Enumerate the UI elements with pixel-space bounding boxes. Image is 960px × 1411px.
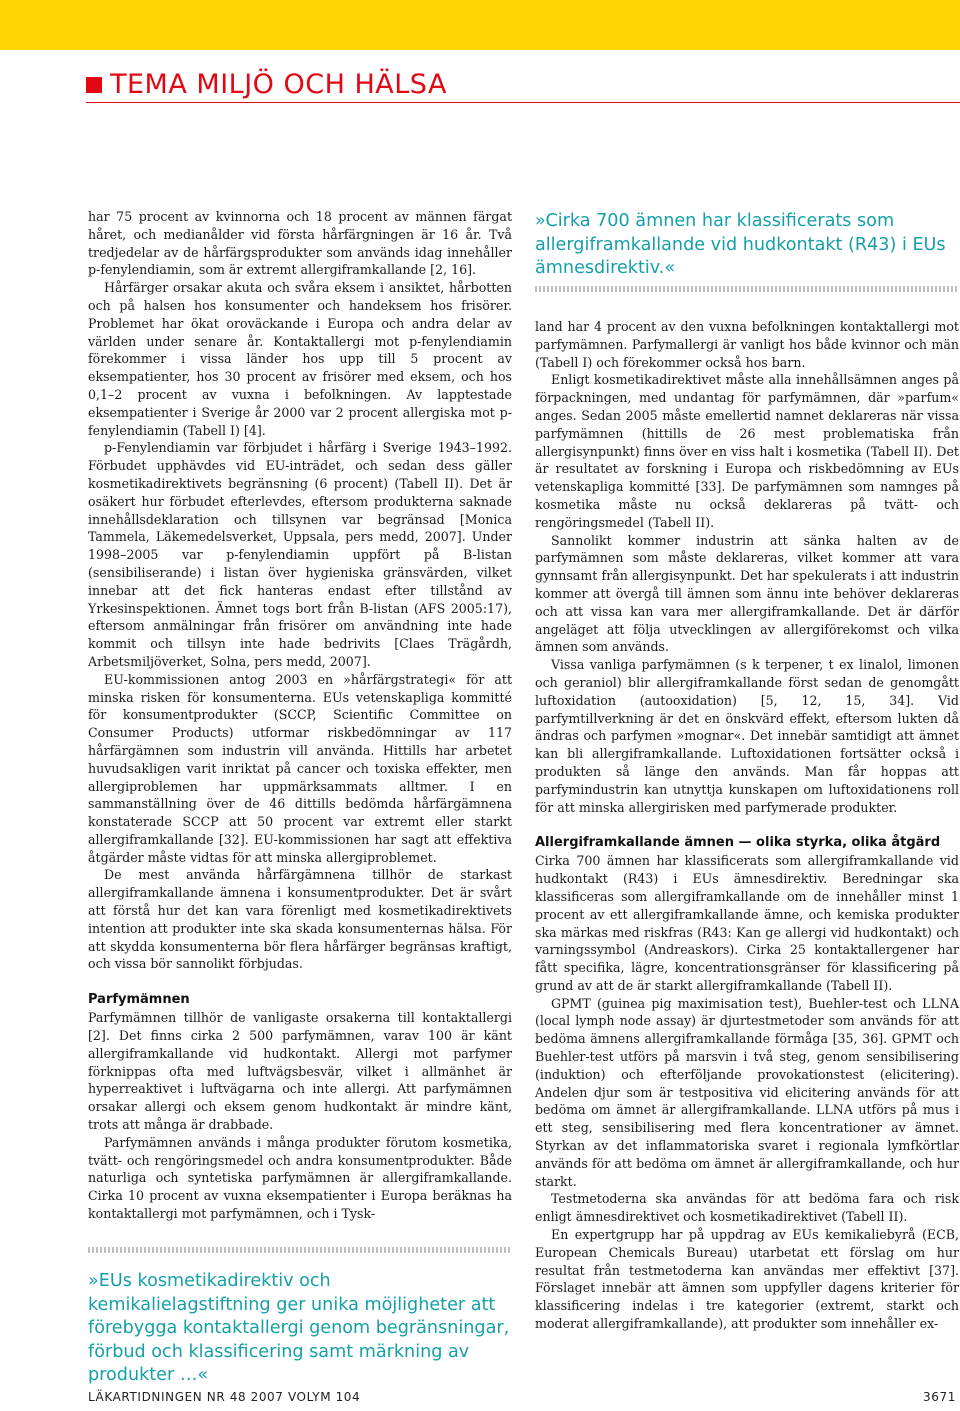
paragraph: Vissa vanliga parfymämnen (s k terpener, t ex linalol, limonen och geraniol) blir allergiframkallande först sedan de genomgått luftoxidation (autooxidation) [5, 12, 15, 34]. Vid parfymtillverkning är det en önskvärd effekt, eftersom lukten då ändras och parfymen »mognar«. Det innebär samtidigt att ämnet kan bli allergiframkallande. Luftoxidationen fortsätter också i produkten så länge den används. Man får hoppas att parfymindustrin kan utnyttja kunskapen om luftoxidationens roll för att minska allergirisken med parfymerade produkter. [535,657,959,815]
section-marker-square [86,77,102,93]
paragraph: Parfymämnen tillhör de vanligaste orsakerna till kontaktallergi [2]. Det finns cirka 2 500 parfymämnen, varav 100 är känt allergiframkallande vid hudkontakt. Allergi mot parfymer förknippas ofta med luftvägsbesvär, vilket i allmänhet är hyperreaktivet i luftvägarna och inte allergi. Att parfymämnen orsakar allergi och eksem genom hudkontakt är mindre känt, trots att många är drabbade. [88,1010,512,1133]
top-color-bar [0,0,960,50]
subheading-allergiframkallande: Allergiframkallande ämnen — olika styrka, olika åtgärd [535,835,941,851]
paragraph: p-Fenylendiamin var förbjudet i hårfärg i Sverige 1943–1992. Förbudet upphävdes vid EU-inträdet, och sedan dess gäller kosmetikadirektivets begränsning (6 procent) (Tabell II). Det är osäkert hur förbudet efterlevdes, eftersom produkterna saknade innehållsdeklaration och tillsynen var begränsad [Monica Tammela, Läkemedelsverket, Uppsala, pers medd, 2007]. Under 1998–2005 var p-fenylendiamin uppfört på B-listan (sensibiliserande) i listan över hygieniska gränsvärden, vilket innebar att det fick hanteras endast efter tillstånd av Yrkesinspektionen. Ämnet togs bort från B-listan (AFS 2005:17), eftersom anmälningar från frisörer om användning inte hade kommit och tillsyn inte hade bedrivits [Claes Trägårdh, Arbetsmiljöverket, Solna, pers medd, 2007]. [88,440,512,669]
paragraph: Parfymämnen används i många produkter förutom kosmetika, tvätt- och rengöringsmedel och andra konsumentprodukter. Både naturliga och syntetiska parfymämnen är allergiframkallande. Cirka 10 procent av vuxna eksempatienter i Europa beräknas ha kontaktallergi mot parfymämnen, och i Tysk- [88,1134,512,1222]
pull-quote-top: »Cirka 700 ämnen har klassificerats som allergiframkallande vid hudkontakt (R43) i EUs ämnesdirektiv.« [535,211,946,279]
section-title: TEMA MILJÖ OCH HÄLSA [110,69,447,100]
page-number: 3671 [923,1390,956,1404]
header-rule [86,102,960,103]
paragraph: De mest använda hårfärgämnena tillhör de starkast allergiframkallande ämnena i konsumentprodukter. Det är svårt att förstå hur det kan vara förenligt med kosmetikadirektivets intention att produkter inte ska skada konsumenternas hälsa. För att skydda konsumenterna bör flera hårfärger begränsas kraftigt, och vissa bör sannolikt förbjudas. [88,867,512,972]
paragraph: Sannolikt kommer industrin att sänka halten av de parfymämnen som måste deklareras, vilket kommer att vara gynnsamt från allergisynpunkt. Det har spekulerats i att industrin kommer att övergå till ämnen som ännu inte behöver deklareras och att vissa kan vara mer allergiframkallande. Det är därför angeläget att följa utvecklingen av allergiförekomst och vilka ämnen som används. [535,532,959,655]
paragraph: land har 4 procent av den vuxna befolkningen kontaktallergi mot parfymämnen. Parfymallergi är vanligt hos både kvinnor och män (Tabell I) och förekommer också hos barn. [535,319,959,370]
pull-quote-bottom: »EUs kosmetikadirektiv och kemikalielagstiftning ger unika möjligheter att förebygga kontaktallergi genom begränsningar, förbud och klassificering samt märkning av produkter …« [88,1271,510,1386]
quote-divider [88,1247,512,1253]
quote-divider [535,286,959,292]
paragraph: Cirka 700 ämnen har klassificerats som allergiframkallande vid hudkontakt (R43) i EUs ämnesdirektiv. Beredningar ska klassificeras som allergiframkallande om de innehåller minst 1 procent av ett allergiframkallande ämne, och kemiska produkter ska märkas med riskfras (R43: Kan ge allergi vid hudkontakt) och varningssymbol (Andreaskors). Cirka 25 kontaktallergener har fått specifika, lägre, koncentrationsgränser för klassificering på grund av att de är starkt allergiframkallande (Tabell II). [535,853,959,993]
paragraph: GPMT (guinea pig maximisation test), Buehler-test och LLNA (local lymph node assay) är djurtestmetoder som används för att bedöma ämnens allergiframkallande förmåga [35, 36]. GPMT och Buehler-test utförs på marsvin i två steg, genom sensibilisering (induktion) och efterföljande provokationstest (elicitering). Andelen djur som är testpositiva vid elicitering används för att bedöma om ämnet är allergiframkallande. LLNA utförs på mus i ett steg, sensibilisering med flera koncentrationer av ämnet. Styrkan av det inflammatoriska svaret i regionala lymfkörtlar används för att bedöma om ämnet är allergiframkallande, och hur starkt. [535,995,959,1189]
paragraph: Hårfärger orsakar akuta och svåra eksem i ansiktet, hårbotten och på halsen hos konsumenter och handeksem hos frisörer. Problemet har ökat oroväckande i Europa och andra delar av världen under senare år. Kontaktallergi mot p-fenylendiamin förekommer i vissa länder hos upp till 5 procent av eksempatienter, hos 30 procent av frisörer med eksem, och hos 0,1–2 procent av vuxna i befolkningen. Av lapptestade eksempatienter i Sverige år 2000 var 2 procent allergiska mot p-fenylendiamin (Tabell I) [4]. [88,280,512,438]
subheading-parfymamnen: Parfymämnen [88,992,190,1008]
section-header [86,68,447,102]
paragraph: Testmetoderna ska användas för att bedöma fara och risk enligt ämnesdirektivet och kosmetikadirektivet (Tabell II). [535,1191,959,1225]
paragraph: har 75 procent av kvinnorna och 18 procent av männen färgat håret, och medianålder vid första hårfärgningen är 16 år. Två tredjedelar av de hårfärgsprodukter som används idag innehåller p-fenylendiamin, som är extremt allergiframkallande [2, 16]. [88,209,512,278]
left-column [88,208,512,1223]
right-column [535,318,959,1333]
paragraph: Enligt kosmetikadirektivet måste alla innehållsämnen anges på förpackningen, med undantag för parfymämnen, där »parfum« anges. Sedan 2005 måste emellertid namnet deklareras när vissa parfymämnen (hittills de 26 mest problematiska från allergisynpunkt) finns över en viss halt i kosmetika (Tabell II). Det är resultatet av forskning i Europa och riskbedömning av EUs vetenskapliga kommitté [33]. De parfymämnen som namnges på kosmetika måste nu också deklareras på tvätt- och rengöringsmedel (Tabell II). [535,372,959,530]
journal-footer: LÄKARTIDNINGEN NR 48 2007 VOLYM 104 [88,1390,361,1404]
paragraph: EU-kommissionen antog 2003 en »hårfärgstrategi« för att minska risken för konsumenterna. EUs vetenskapliga kommitté för konsumentprodukter (SCCP, Scientific Committee on Consumer Products) utformar riskbedömningar av 117 hårfärgämnen som industrin vill använda. Hittills har arbetet huvudsakligen varit inriktat på cancer och toxiska effekter, men allergiproblemen har uppmärksammats alltmer. I en sammanställning över de 46 dittills bedömda hårfärgämnena konstaterade SCCP att 50 procent var extremt eller starkt allergiframkallande [32]. EU-kommissionen har sagt att effektiva åtgärder måste vidtas för att minska allergiproblemet. [88,671,512,865]
paragraph: En expertgrupp har på uppdrag av EUs kemikaliebyrå (ECB, European Chemicals Bureau) utarbetat ett förslag om hur resultat från testmetoderna kan användas mer effektivt [37]. Förslaget innebär att ämnen som uppfyller dagens kriterier för klassificering indelas i tre kategorier (extremt, starkt och moderat allergiframkallande), att produkter som innehåller ex- [535,1227,959,1332]
